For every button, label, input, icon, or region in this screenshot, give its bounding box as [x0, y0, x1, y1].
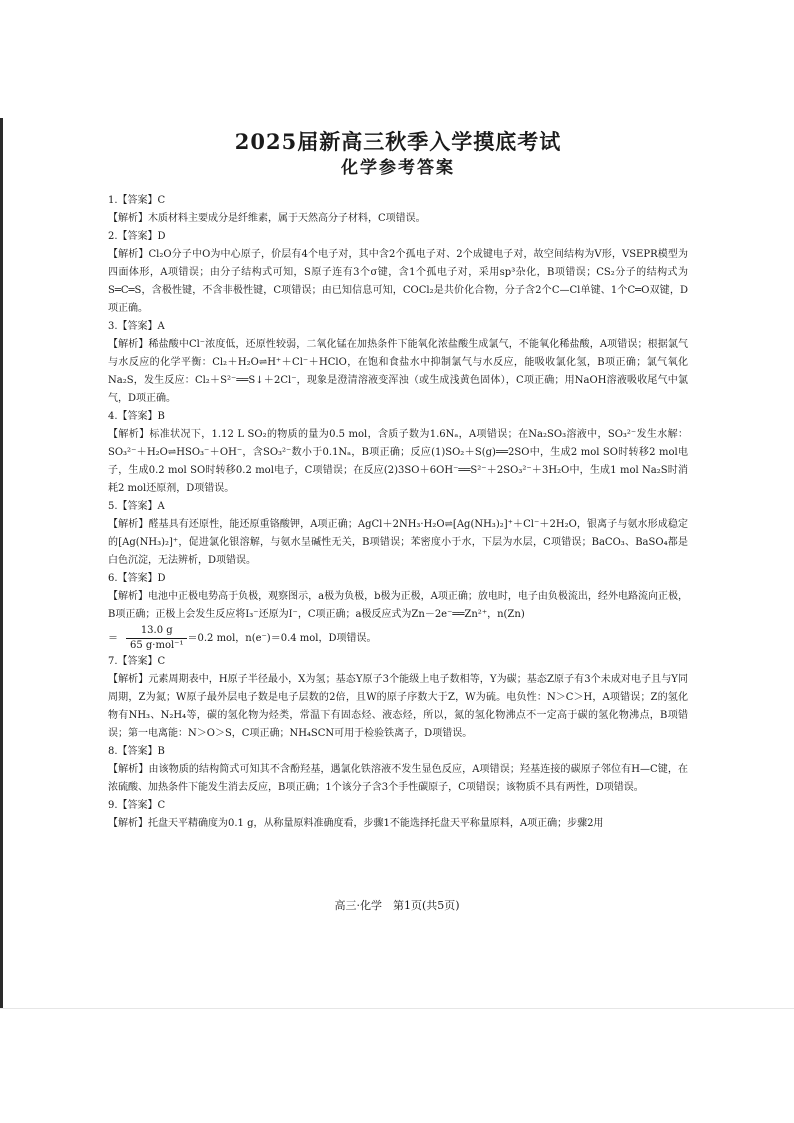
question-4: [108, 408, 688, 498]
fraction-prefix: ＝: [108, 633, 118, 644]
fraction-denominator: 65 g·mol⁻¹: [130, 640, 184, 651]
analysis-text: 【解析】稀盐酸中Cl⁻浓度低，还原性较弱，二氧化锰在加热条件下能氧化浓盐酸生成氯气，不能氧化稀盐酸，A项错误；根据氯气与水反应的化学平衡：Cl₂＋H₂O⇌H⁺＋Cl⁻＋HClO，在饱和食盐水中抑制氯气与水反应，能吸收氯化氢，B项正确；氯气氧化Na₂S，发生反应：Cl₂＋S²⁻══S↓＋2Cl⁻，现象是澄清溶液变浑浊（或生成浅黄色固体），C项正确；用NaOH溶液吸收尾气中氯气，D项正确。: [108, 339, 688, 404]
answer-line: 4.【答案】B: [108, 411, 165, 422]
answer-line: 5.【答案】A: [108, 501, 165, 512]
answer-line: 6.【答案】D: [108, 573, 166, 584]
answer-line: 9.【答案】C: [108, 800, 166, 811]
analysis-text: 【解析】标准状况下，1.12 L SO₂的物质的量为0.5 mol，含质子数为1.6Nₐ，A项错误；在Na₂SO₃溶液中，SO₃²⁻发生水解：SO₃²⁻＋H₂O⇌HSO₃⁻＋OH⁻，含SO₃²⁻数小于0.1Nₐ，B项正确；反应(1)SO₂＋S(g)══2SO中，生成2 mol SO时转移2 mol电子，生成0.2 mol SO时转移0.2 mol电子，C项错误；在反应(2)3SO＋6OH⁻══S²⁻＋2SO₃²⁻＋3H₂O中，生成1 mol Na₂S时消耗2 mol还原剂，D项错误。: [108, 429, 688, 494]
answer-line: 1.【答案】C: [108, 195, 166, 206]
analysis-text: 【解析】由该物质的结构简式可知其不含酚羟基，遇氯化铁溶液不发生显色反应，A项错误；羟基连接的碳原子邻位有H—C键，在浓硫酸、加热条件下能发生消去反应，B项正确；1个该分子含3个手性碳原子，C项错误；该物质不具有两性，D项错误。: [108, 764, 688, 793]
scan-bottom-rule: [0, 1008, 794, 1009]
analysis-text: 【解析】元素周期表中，H原子半径最小，X为氢；基态Y原子3个能级上电子数相等，Y为碳；基态Z原子有3个未成对电子且与Y同周期，Z为氮；W原子最外层电子数是电子层数的2倍，且W的原子序数大于Z，W为硫。电负性：N＞C＞H，A项错误；Z的氢化物有NH₃、N₂H₄等，碳的氢化物为烃类，常温下有固态烃、液态烃，所以，氮的氢化物沸点不一定高于碳的氢化物沸点，B项错误；第一电离能：N＞O＞S，C项正确；NH₄SCN可用于检验铁离子，D项错误。: [108, 674, 688, 739]
analysis-text: 【解析】托盘天平精确度为0.1 g，从称量原料准确度看，步骤1不能选择托盘天平称量原料，A项正确；步骤2用: [108, 818, 604, 829]
fraction-tail: ＝0.2 mol，n(e⁻)＝0.4 mol，D项错误。: [187, 633, 377, 644]
question-3: [108, 318, 688, 408]
question-5: [108, 498, 688, 570]
question-6: [108, 570, 688, 653]
scan-edge: [0, 118, 3, 1008]
answer-line: 8.【答案】B: [108, 746, 165, 757]
page-title: 2025届新高三秋季入学摸底考试: [234, 129, 562, 154]
question-9: [108, 797, 688, 833]
answer-line: 2.【答案】D: [108, 231, 166, 242]
answer-sheet: [108, 128, 688, 833]
question-1: [108, 192, 688, 228]
analysis-text: 【解析】Cl₂O分子中O为中心原子，价层有4个电子对，其中含2个孤电子对、2个成键电子对，故空间结构为V形，VSEPR模型为四面体形，A项错误；由分子结构式可知，S原子连有3个σ键，含1个孤电子对，采用sp³杂化，B项错误；CS₂分子的结构式为S═C═S，含极性键，不含非极性键，C项错误；由已知信息可知，COCl₂是共价化合物，分子含2个C—Cl单键、1个C═O双键，D项正确。: [108, 249, 688, 314]
fraction: [126, 624, 187, 653]
analysis-text: 【解析】电池中正极电势高于负极，观察图示，a极为负极，b极为正极，A项正确；放电时，电子由负极流出，经外电路流向正极，B项正确；正极上会发生反应将I₃⁻还原为I⁻，C项正确；a极反应式为Zn－2e⁻══Zn²⁺，n(Zn): [108, 591, 688, 620]
fraction-numerator: 13.0 g: [126, 624, 187, 639]
page-subtitle: 化学参考答案: [341, 158, 455, 178]
answer-line: 7.【答案】C: [108, 656, 166, 667]
fraction-line: [108, 624, 688, 653]
analysis-text: 【解析】醛基具有还原性，能还原重铬酸钾，A项正确；AgCl＋2NH₃·H₂O⇌[Ag(NH₃)₂]⁺＋Cl⁻＋2H₂O，银离子与氨水形成稳定的[Ag(NH₃)₂]⁺，促进氯化银溶解，与氨水呈碱性无关，B项错误；苯密度小于水，下层为水层，C项错误；BaCO₃、BaSO₄都是白色沉淀，无法辨析，D项错误。: [108, 519, 688, 566]
question-2: [108, 228, 688, 318]
question-7: [108, 653, 688, 743]
page-footer: 高三·化学 第1页(共5页): [334, 899, 460, 912]
question-8: [108, 743, 688, 797]
analysis-text: 【解析】木质材料主要成分是纤维素，属于天然高分子材料，C项错误。: [108, 213, 426, 224]
answer-line: 3.【答案】A: [108, 321, 165, 332]
